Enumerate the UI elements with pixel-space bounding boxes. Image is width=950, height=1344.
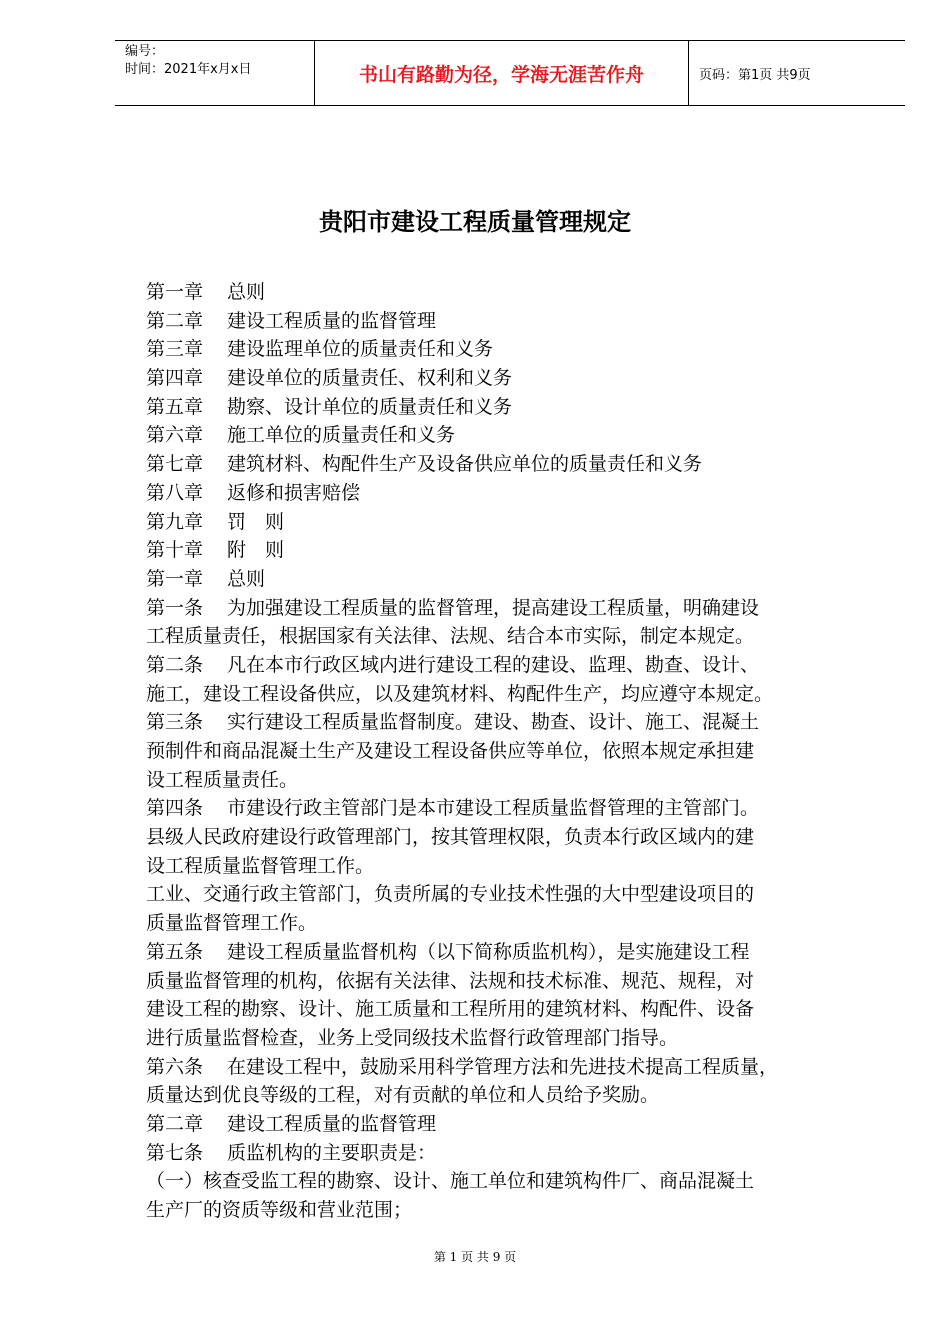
body-line xyxy=(146,1081,891,1110)
toc-name: 建设单位的质量责任、权利和义务 xyxy=(227,367,513,390)
toc-chapter: 第九章 xyxy=(146,510,204,533)
line-label: 第二章 xyxy=(146,1112,204,1135)
body-line xyxy=(146,1110,891,1139)
body-line xyxy=(146,909,891,938)
toc-name: 勘察、设计单位的质量责任和义务 xyxy=(227,395,513,418)
toc-item xyxy=(146,364,891,393)
toc-chapter: 第三章 xyxy=(146,338,204,361)
line-text: （一）核查受监工程的勘察、设计、施工单位和建筑构件厂、商品混凝土 xyxy=(146,1170,755,1193)
number-label: 编号： xyxy=(125,44,165,59)
body-line xyxy=(146,880,891,909)
line-text: 总则 xyxy=(227,567,266,590)
line-label: 第七条 xyxy=(146,1141,204,1164)
body-line xyxy=(146,680,891,709)
toc-name: 施工单位的质量责任和义务 xyxy=(227,424,456,447)
line-text: 工业、交通行政主管部门，负责所属的专业技术性强的大中型建设项目的 xyxy=(146,883,755,906)
toc-item xyxy=(146,335,891,364)
body-line xyxy=(146,737,891,766)
document-body xyxy=(146,278,891,1225)
toc-item xyxy=(146,479,891,508)
toc-item xyxy=(146,393,891,422)
body-line xyxy=(146,852,891,881)
line-text: 质监机构的主要职责是： xyxy=(227,1141,437,1164)
line-label: 第二条 xyxy=(146,653,204,676)
line-text: 设工程质量监督管理工作。 xyxy=(146,854,375,877)
line-text: 进行质量监督检查，业务上受同级技术监督行政管理部门指导。 xyxy=(146,1026,679,1049)
line-label: 第三条 xyxy=(146,711,204,734)
line-text: 质量监督管理工作。 xyxy=(146,912,318,935)
toc-item xyxy=(146,536,891,565)
toc-name: 建设工程质量的监督管理 xyxy=(227,309,437,332)
toc-item xyxy=(146,450,891,479)
line-label: 第六条 xyxy=(146,1055,204,1078)
toc-item xyxy=(146,278,891,307)
document-title: 贵阳市建设工程质量管理规定 xyxy=(319,208,631,236)
body-line xyxy=(146,1024,891,1053)
line-text: 建设工程的勘察、设计、施工质量和工程所用的建筑材料、构配件、设备 xyxy=(146,998,755,1021)
line-text: 建设工程质量的监督管理 xyxy=(227,1112,437,1135)
body-line xyxy=(146,766,891,795)
body-line xyxy=(146,823,891,852)
body-line xyxy=(146,938,891,967)
line-text: 设工程质量责任。 xyxy=(146,768,299,791)
toc-chapter: 第四章 xyxy=(146,367,204,390)
line-label: 第四条 xyxy=(146,797,204,820)
toc-chapter: 第一章 xyxy=(146,281,204,303)
toc-name: 罚 则 xyxy=(227,510,285,533)
line-text: 实行建设工程质量监督制度。建设、勘查、设计、施工、混凝土 xyxy=(227,711,760,734)
header-table xyxy=(115,40,905,106)
body-line xyxy=(146,594,891,623)
body-line xyxy=(146,651,891,680)
toc-item xyxy=(146,508,891,537)
line-text: 市建设行政主管部门是本市建设工程质量监督管理的主管部门。 xyxy=(227,797,760,820)
body-line xyxy=(146,995,891,1024)
line-text: 工程质量责任，根据国家有关法律、法规、结合本市实际，制定本规定。 xyxy=(146,625,755,648)
body-line xyxy=(146,967,891,996)
toc-name: 返修和损害赔偿 xyxy=(227,481,361,504)
toc-chapter: 第七章 xyxy=(146,453,204,476)
line-text: 质量监督管理的机构，依据有关法律、法规和技术标准、规范、规程，对 xyxy=(146,969,755,992)
line-label: 第一章 xyxy=(146,567,204,590)
time-label: 时间：2021年x月x日 xyxy=(125,62,252,77)
toc-chapter: 第十章 xyxy=(146,539,204,562)
body-line xyxy=(146,794,891,823)
toc-chapter: 第二章 xyxy=(146,309,204,332)
line-text: 质量达到优良等级的工程，对有贡献的单位和人员给予奖励。 xyxy=(146,1084,660,1107)
line-label: 第五条 xyxy=(146,940,204,963)
body-line xyxy=(146,622,891,651)
line-text: 在建设工程中，鼓励采用科学管理方法和先进技术提高工程质量， xyxy=(227,1055,779,1078)
line-text: 建设工程质量监督机构（以下简称质监机构），是实施建设工程 xyxy=(227,940,750,963)
toc-chapter: 第五章 xyxy=(146,395,204,418)
line-text: 县级人民政府建设行政管理部门，按其管理权限，负责本行政区域内的建 xyxy=(146,826,755,849)
toc-chapter: 第六章 xyxy=(146,424,204,447)
body-line xyxy=(146,1196,891,1225)
toc-name: 建设监理单位的质量责任和义务 xyxy=(227,338,494,361)
body-line xyxy=(146,1053,891,1082)
line-text: 为加强建设工程质量的监督管理，提高建设工程质量，明确建设 xyxy=(227,596,760,619)
toc-name: 附 则 xyxy=(227,539,285,562)
toc-item xyxy=(146,421,891,450)
page-footer: 第 1 页 共 9 页 xyxy=(433,1250,517,1264)
toc-chapter: 第八章 xyxy=(146,481,204,504)
toc-name: 建筑材料、构配件生产及设备供应单位的质量责任和义务 xyxy=(227,453,703,476)
line-text: 凡在本市行政区域内进行建设工程的建设、监理、勘查、设计、 xyxy=(227,653,760,676)
toc-name: 总则 xyxy=(227,281,266,303)
line-label: 第一条 xyxy=(146,596,204,619)
header-motto: 书山有路勤为径，学海无涯苦作舟 xyxy=(315,41,689,105)
line-text: 生产厂的资质等级和营业范围； xyxy=(146,1199,413,1221)
body-line xyxy=(146,1167,891,1196)
header-meta xyxy=(115,41,315,105)
line-text: 施工，建设工程设备供应，以及建筑材料、构配件生产，均应遵守本规定。 xyxy=(146,682,774,705)
body-line xyxy=(146,565,891,594)
body-line xyxy=(146,708,891,737)
line-text: 预制件和商品混凝土生产及建设工程设备供应等单位，依照本规定承担建 xyxy=(146,740,755,762)
header-page-info: 页码：第1页 共9页 xyxy=(699,67,811,83)
toc-item xyxy=(146,307,891,336)
body-line xyxy=(146,1139,891,1168)
